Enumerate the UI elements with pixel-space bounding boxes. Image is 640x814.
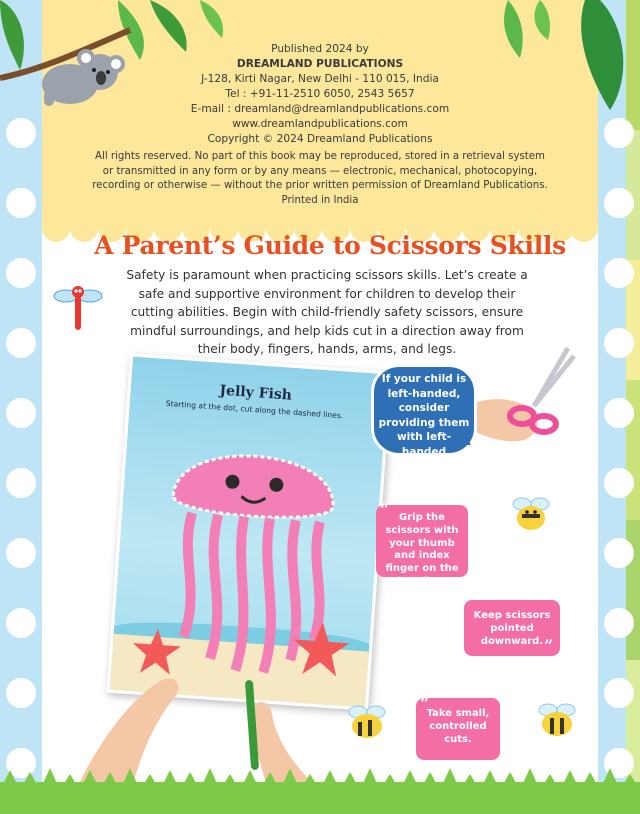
leaf-icon — [200, 0, 223, 38]
bee-icon — [510, 494, 554, 534]
polka-dot — [6, 678, 36, 708]
dragonfly-icon — [52, 282, 104, 334]
polka-dot — [604, 258, 634, 288]
publisher-name: DREAMLAND PUBLICATIONS — [236, 58, 404, 70]
bee-icon — [536, 700, 580, 740]
tip-grip-text: Grip the scissors with your thumb and index finger on the handles. — [385, 512, 459, 587]
quote-icon: ” — [544, 636, 554, 655]
polka-dot — [604, 608, 634, 638]
rights-block — [92, 150, 548, 208]
polka-dot — [6, 258, 36, 288]
intro-paragraph: Safety is paramount when practicing scissors skills. Let’s create a safe and supportive environment for children to develop their cutting abilities. Begin with child-friendly safety scissors, ensure mindful surroundings, and help kids cut in a direction away from their body, fingers, hands, arms, and legs. — [126, 268, 528, 356]
website-line: www.dreamlandpublications.com — [232, 118, 408, 130]
printed-in-line: Printed in India — [281, 194, 359, 206]
grass-blades — [0, 766, 640, 790]
quote-icon: “ — [380, 500, 390, 519]
copyright-line: Copyright © 2024 Dreamland Publications — [207, 133, 433, 145]
polka-dot — [6, 468, 36, 498]
polka-dot — [604, 678, 634, 708]
scissors-hand-illustration — [472, 346, 582, 456]
tip-pointed-text: Keep scissors pointed downward. — [473, 610, 551, 647]
tip-small-cuts-text: Take small, controlled cuts. — [426, 708, 490, 745]
leaf-icon — [534, 0, 549, 40]
published-line: Published 2024 by — [271, 43, 369, 55]
polka-dot — [6, 188, 36, 218]
polka-dot — [6, 118, 36, 148]
worksheet-instruction: Starting at the dot, cut along the dashed lines. — [165, 398, 344, 421]
polka-dot — [604, 468, 634, 498]
imprint-block — [80, 42, 560, 147]
page-title: A Parent’s Guide to Scissors Skills — [94, 231, 566, 260]
address-line: J-128, Kirti Nagar, New Delhi - 110 015, India — [201, 73, 439, 85]
rights-statement: All rights reserved. No part of this book may be reproduced, stored in a retrieval system or transmitted in any form or by any means — electronic, mechanical, photocopying, recording or otherwise — without the prior written permission of Dreamland Publications. — [92, 151, 548, 191]
leaf-icon — [581, 0, 623, 110]
bee-icon — [346, 702, 390, 742]
worksheet-title: Jelly Fish — [218, 382, 293, 404]
quote-icon: “ — [420, 694, 430, 713]
polka-dot — [6, 398, 36, 428]
polka-dot — [604, 118, 634, 148]
email-line: E-mail : dreamland@dreamlandpublications.com — [190, 103, 450, 115]
polka-dot — [6, 608, 36, 638]
telephone-line: Tel : +91-11-2510 6050, 2543 5657 — [225, 88, 415, 100]
polka-dot — [604, 328, 634, 358]
polka-dot — [6, 328, 36, 358]
polka-dot — [604, 538, 634, 568]
polka-dot — [6, 538, 36, 568]
polka-dot — [604, 398, 634, 428]
tip-left-handed-text: If your child is left-handed, consider providing them with left-handed scissors. — [378, 373, 470, 472]
polka-dot — [604, 188, 634, 218]
leaf-icon — [0, 0, 24, 70]
